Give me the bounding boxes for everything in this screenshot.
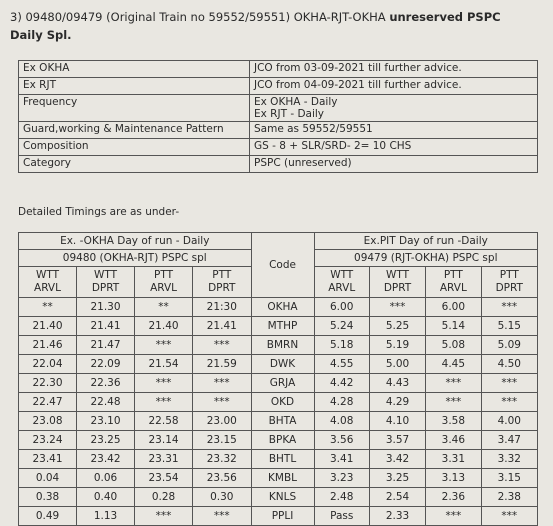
time-cell: 3.41 bbox=[314, 450, 369, 469]
time-cell: 21.40 bbox=[19, 317, 77, 336]
time-cell: 0.28 bbox=[135, 488, 193, 507]
time-cell: *** bbox=[426, 507, 481, 526]
column-header-bottom: DPRT bbox=[91, 282, 120, 294]
column-header-top: PTT bbox=[443, 269, 463, 281]
time-cell: *** bbox=[481, 374, 537, 393]
station-code-cell: GRJA bbox=[251, 374, 314, 393]
column-header-bottom: ARVL bbox=[34, 282, 61, 294]
column-header-top: WTT bbox=[330, 269, 354, 281]
info-value bbox=[250, 156, 538, 173]
time-cell: 3.13 bbox=[426, 469, 481, 488]
table-row bbox=[19, 412, 538, 431]
time-cell: 3.58 bbox=[426, 412, 481, 431]
time-cell: 22.30 bbox=[19, 374, 77, 393]
column-header-bottom: DPRT bbox=[383, 282, 412, 294]
time-cell: *** bbox=[193, 336, 251, 355]
column-header-top: WTT bbox=[35, 269, 60, 281]
time-cell: 5.15 bbox=[481, 317, 537, 336]
time-cell: Pass bbox=[314, 507, 369, 526]
time-cell: 2.36 bbox=[426, 488, 481, 507]
time-cell: *** bbox=[426, 374, 481, 393]
time-cell: 23.42 bbox=[77, 450, 135, 469]
time-cell: 3.23 bbox=[314, 469, 369, 488]
column-header bbox=[481, 267, 537, 298]
column-header bbox=[369, 267, 425, 298]
time-cell: 23.56 bbox=[193, 469, 251, 488]
station-code-cell: BPKA bbox=[251, 431, 314, 450]
time-cell: *** bbox=[481, 393, 537, 412]
time-cell: 3.56 bbox=[314, 431, 369, 450]
time-cell: 22.58 bbox=[135, 412, 193, 431]
heading-line2: Daily Spl. bbox=[10, 28, 72, 42]
time-cell: ** bbox=[135, 298, 193, 317]
time-cell: 3.31 bbox=[426, 450, 481, 469]
time-cell: 5.19 bbox=[369, 336, 425, 355]
time-cell: 23.54 bbox=[135, 469, 193, 488]
info-value bbox=[250, 139, 538, 156]
station-code-cell: BMRN bbox=[251, 336, 314, 355]
time-cell: 4.08 bbox=[314, 412, 369, 431]
time-cell: 4.00 bbox=[481, 412, 537, 431]
time-cell: 4.45 bbox=[426, 355, 481, 374]
time-cell: *** bbox=[193, 393, 251, 412]
info-key: Guard,working & Maintenance Pattern bbox=[19, 122, 250, 139]
time-cell: *** bbox=[135, 374, 193, 393]
time-cell: 21.41 bbox=[193, 317, 251, 336]
info-row bbox=[19, 156, 538, 173]
time-cell: *** bbox=[426, 393, 481, 412]
time-cell: 21.59 bbox=[193, 355, 251, 374]
time-cell: 3.15 bbox=[481, 469, 537, 488]
column-header-top: PTT bbox=[212, 269, 232, 281]
table-row bbox=[19, 431, 538, 450]
column-header-bottom: ARVL bbox=[328, 282, 356, 294]
time-cell: 1.13 bbox=[77, 507, 135, 526]
column-header-top: WTT bbox=[94, 269, 118, 281]
info-row bbox=[19, 61, 538, 78]
time-cell: *** bbox=[481, 298, 537, 317]
timings-title-row bbox=[19, 233, 538, 250]
time-cell: 21.47 bbox=[77, 336, 135, 355]
timings-table bbox=[18, 232, 538, 526]
column-header-top: PTT bbox=[499, 269, 519, 281]
info-value-line: JCO from 03-09-2021 till further advice. bbox=[254, 62, 462, 74]
right-train: 09479 (RJT-OKHA) PSPC spl bbox=[314, 250, 537, 267]
table-row bbox=[19, 317, 538, 336]
timings-subheading: Detailed Timings are as under- bbox=[18, 206, 180, 218]
station-code-cell: OKHA bbox=[251, 298, 314, 317]
time-cell: 3.57 bbox=[369, 431, 425, 450]
time-cell: 22.36 bbox=[77, 374, 135, 393]
info-key: Ex RJT bbox=[19, 78, 250, 95]
time-cell: 0.30 bbox=[193, 488, 251, 507]
time-cell: 4.29 bbox=[369, 393, 425, 412]
info-row bbox=[19, 122, 538, 139]
column-header-bottom: ARVL bbox=[150, 282, 177, 294]
column-header-top: WTT bbox=[386, 269, 410, 281]
time-cell: 22.09 bbox=[77, 355, 135, 374]
time-cell: ** bbox=[19, 298, 77, 317]
time-cell: 21.30 bbox=[77, 298, 135, 317]
station-code-cell: BHTA bbox=[251, 412, 314, 431]
column-header bbox=[193, 267, 251, 298]
time-cell: 6.00 bbox=[426, 298, 481, 317]
right-title: Ex.PIT Day of run -Daily bbox=[314, 233, 537, 250]
time-cell: 23.15 bbox=[193, 431, 251, 450]
train-info-table bbox=[18, 60, 538, 173]
time-cell: *** bbox=[481, 507, 537, 526]
time-cell: 22.04 bbox=[19, 355, 77, 374]
heading-bold: unreserved PSPC bbox=[389, 10, 501, 24]
time-cell: 2.38 bbox=[481, 488, 537, 507]
time-cell: 23.08 bbox=[19, 412, 77, 431]
column-header-bottom: DPRT bbox=[495, 282, 523, 294]
time-cell: 2.33 bbox=[369, 507, 425, 526]
column-header bbox=[314, 267, 369, 298]
time-cell: 4.42 bbox=[314, 374, 369, 393]
info-value-line: GS - 8 + SLR/SRD- 2= 10 CHS bbox=[254, 140, 412, 152]
time-cell: 21.54 bbox=[135, 355, 193, 374]
time-cell: 6.00 bbox=[314, 298, 369, 317]
table-row bbox=[19, 374, 538, 393]
station-code-cell: DWK bbox=[251, 355, 314, 374]
station-code-cell: MTHP bbox=[251, 317, 314, 336]
time-cell: 5.25 bbox=[369, 317, 425, 336]
time-cell: 23.31 bbox=[135, 450, 193, 469]
info-key: Composition bbox=[19, 139, 250, 156]
time-cell: 23.24 bbox=[19, 431, 77, 450]
info-value bbox=[250, 122, 538, 139]
left-title: Ex. -OKHA Day of run - Daily bbox=[19, 233, 252, 250]
column-header bbox=[135, 267, 193, 298]
time-cell: 21.41 bbox=[77, 317, 135, 336]
info-row bbox=[19, 139, 538, 156]
time-cell: 5.09 bbox=[481, 336, 537, 355]
time-cell: 21.46 bbox=[19, 336, 77, 355]
info-value bbox=[250, 61, 538, 78]
time-cell: 0.38 bbox=[19, 488, 77, 507]
table-row bbox=[19, 488, 538, 507]
time-cell: 0.04 bbox=[19, 469, 77, 488]
info-key: Ex OKHA bbox=[19, 61, 250, 78]
column-header-bottom: ARVL bbox=[439, 282, 467, 294]
time-cell: *** bbox=[369, 298, 425, 317]
time-cell: 3.25 bbox=[369, 469, 425, 488]
info-row bbox=[19, 78, 538, 95]
time-cell: 23.00 bbox=[193, 412, 251, 431]
time-cell: 22.47 bbox=[19, 393, 77, 412]
table-row bbox=[19, 336, 538, 355]
column-header bbox=[77, 267, 135, 298]
info-value-line: Ex OKHA - Daily bbox=[254, 96, 338, 108]
station-code-cell: KNLS bbox=[251, 488, 314, 507]
table-row bbox=[19, 355, 538, 374]
time-cell: 5.00 bbox=[369, 355, 425, 374]
time-cell: 0.40 bbox=[77, 488, 135, 507]
time-cell: 4.10 bbox=[369, 412, 425, 431]
time-cell: 0.06 bbox=[77, 469, 135, 488]
info-value-line: Ex RJT - Daily bbox=[254, 108, 325, 120]
station-code-cell: PPLI bbox=[251, 507, 314, 526]
time-cell: 5.24 bbox=[314, 317, 369, 336]
column-header bbox=[19, 267, 77, 298]
table-row bbox=[19, 469, 538, 488]
time-cell: 23.32 bbox=[193, 450, 251, 469]
time-cell: 3.32 bbox=[481, 450, 537, 469]
info-value-line: JCO from 04-09-2021 till further advice. bbox=[254, 79, 462, 91]
time-cell: 2.54 bbox=[369, 488, 425, 507]
table-row bbox=[19, 298, 538, 317]
time-cell: 23.41 bbox=[19, 450, 77, 469]
time-cell: 23.10 bbox=[77, 412, 135, 431]
station-code-cell: BHTL bbox=[251, 450, 314, 469]
time-cell: 4.28 bbox=[314, 393, 369, 412]
time-cell: 3.46 bbox=[426, 431, 481, 450]
time-cell: *** bbox=[135, 336, 193, 355]
column-header-bottom: DPRT bbox=[208, 282, 236, 294]
time-cell: 22.48 bbox=[77, 393, 135, 412]
time-cell: 3.42 bbox=[369, 450, 425, 469]
time-cell: *** bbox=[135, 507, 193, 526]
left-train: 09480 (OKHA-RJT) PSPC spl bbox=[19, 250, 252, 267]
table-row bbox=[19, 507, 538, 526]
info-key: Category bbox=[19, 156, 250, 173]
time-cell: *** bbox=[193, 507, 251, 526]
time-cell: 5.08 bbox=[426, 336, 481, 355]
info-value bbox=[250, 95, 538, 122]
station-code-cell: OKD bbox=[251, 393, 314, 412]
info-value-line: Same as 59552/59551 bbox=[254, 123, 373, 135]
time-cell: *** bbox=[193, 374, 251, 393]
time-cell: 5.18 bbox=[314, 336, 369, 355]
time-cell: 2.48 bbox=[314, 488, 369, 507]
time-cell: 23.14 bbox=[135, 431, 193, 450]
time-cell: 21:30 bbox=[193, 298, 251, 317]
info-key: Frequency bbox=[19, 95, 250, 122]
time-cell: *** bbox=[135, 393, 193, 412]
station-code-cell: KMBL bbox=[251, 469, 314, 488]
info-value-line: PSPC (unreserved) bbox=[254, 157, 352, 169]
info-row bbox=[19, 95, 538, 122]
table-row bbox=[19, 393, 538, 412]
code-header: Code bbox=[251, 233, 314, 298]
table-row bbox=[19, 450, 538, 469]
time-cell: 0.49 bbox=[19, 507, 77, 526]
column-header bbox=[426, 267, 481, 298]
time-cell: 4.43 bbox=[369, 374, 425, 393]
time-cell: 23.25 bbox=[77, 431, 135, 450]
column-header-top: PTT bbox=[154, 269, 174, 281]
info-value bbox=[250, 78, 538, 95]
train-heading bbox=[10, 8, 545, 44]
time-cell: 3.47 bbox=[481, 431, 537, 450]
time-cell: 4.50 bbox=[481, 355, 537, 374]
time-cell: 21.40 bbox=[135, 317, 193, 336]
time-cell: 4.55 bbox=[314, 355, 369, 374]
heading-text: 3) 09480/09479 (Original Train no 59552/59551) OKHA-RJT-OKHA bbox=[10, 10, 390, 24]
time-cell: 5.14 bbox=[426, 317, 481, 336]
